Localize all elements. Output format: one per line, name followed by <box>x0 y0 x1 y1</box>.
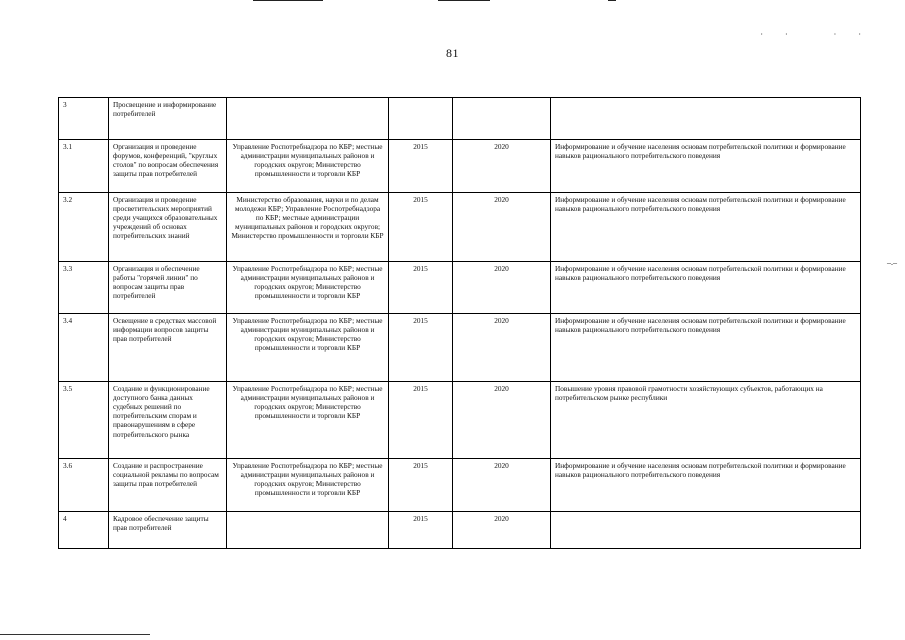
executor-cell: Управление Роспотребнадзора по КБР; местные администрации муниципальных районов и городских округов; Министерство промышленности и торговли КБР <box>227 262 389 314</box>
start-year-cell: 2015 <box>389 262 453 314</box>
expected-result-cell: Повышение уровня правовой грамотности хозяйствующих субъектов, работающих на потребительском рынке республики <box>551 382 861 459</box>
executor-cell <box>227 98 389 140</box>
start-year-cell: 2015 <box>389 459 453 512</box>
executor-cell <box>227 512 389 549</box>
end-year-cell: 2020 <box>453 512 551 549</box>
table-row <box>59 262 861 314</box>
activity-name-cell: Организация и проведение форумов, конференций, "круглых столов" по вопросам обеспечения защиты прав потребителей <box>109 140 227 193</box>
row-number-cell: 3.5 <box>59 382 109 459</box>
table-row <box>59 459 861 512</box>
start-year-cell: 2015 <box>389 512 453 549</box>
row-number-cell: 3.6 <box>59 459 109 512</box>
expected-result-cell: Информирование и обучение населения основам потребительской политики и формирование навыков рационального потребительского поведения <box>551 262 861 314</box>
row-number-cell: 4 <box>59 512 109 549</box>
activity-name-cell: Кадровое обеспечение защиты прав потребителей <box>109 512 227 549</box>
end-year-cell: 2020 <box>453 382 551 459</box>
start-year-cell: 2015 <box>389 140 453 193</box>
scan-mark-mid <box>438 0 490 1</box>
expected-result-cell: Информирование и обучение населения основам потребительской политики и формирование навыков рационального потребительского поведения <box>551 140 861 193</box>
program-activities-table <box>58 97 861 549</box>
start-year-cell: 2015 <box>389 193 453 262</box>
activity-name-cell: Создание и распространение социальной рекламы по вопросам защиты прав потребителей <box>109 459 227 512</box>
expected-result-cell <box>551 98 861 140</box>
activity-name-cell: Организация и обеспечение работы "горячей линии" по вопросам защиты прав потребителей <box>109 262 227 314</box>
start-year-cell <box>389 98 453 140</box>
table-row <box>59 512 861 549</box>
executor-cell: Управление Роспотребнадзора по КБР; местные администрации муниципальных районов и городских округов; Министерство промышленности и торговли КБР <box>227 314 389 382</box>
scan-mark-left <box>253 0 323 1</box>
end-year-cell: 2020 <box>453 193 551 262</box>
activity-name-cell: Организация и проведение просветительских мероприятий среди учащихся образовательных учреждений об основах потребительских знаний <box>109 193 227 262</box>
activity-name-cell: Освещение в средствах массовой информации вопросов защиты прав потребителей <box>109 314 227 382</box>
end-year-cell: 2020 <box>453 459 551 512</box>
table-row <box>59 193 861 262</box>
executor-cell: Министерство образования, науки и по делам молодежи КБР; Управление Роспотребнадзора по КБР; местные администрации муниципальных районов и городских округов; Министерство промышленности и торговли КБР <box>227 193 389 262</box>
bottom-rule <box>0 634 150 635</box>
page-number: 81 <box>446 46 459 60</box>
start-year-cell: 2015 <box>389 382 453 459</box>
scan-mark-right <box>608 0 616 1</box>
table-row <box>59 314 861 382</box>
table-row <box>59 98 861 140</box>
executor-cell: Управление Роспотребнадзора по КБР; местные администрации муниципальных районов и городских округов; Министерство промышленности и торговли КБР <box>227 140 389 193</box>
table-row <box>59 382 861 459</box>
expected-result-cell: Информирование и обучение населения основам потребительской политики и формирование навыков рационального потребительского поведения <box>551 314 861 382</box>
start-year-cell: 2015 <box>389 314 453 382</box>
executor-cell: Управление Роспотребнадзора по КБР; местные администрации муниципальных районов и городских округов; Министерство промышленности и торговли КБР <box>227 382 389 459</box>
activity-name-cell: Создание и функционирование доступного банка данных судебных решений по потребительским спорам и правонарушениям в сфере потребительского рынка <box>109 382 227 459</box>
end-year-cell: 2020 <box>453 314 551 382</box>
table-body <box>59 98 861 549</box>
expected-result-cell <box>551 512 861 549</box>
end-year-cell <box>453 98 551 140</box>
activity-name-cell: Просвещение и информирование потребителей <box>109 98 227 140</box>
corner-marks: ·· ·· <box>760 30 883 39</box>
executor-cell: Управление Роспотребнадзора по КБР; местные администрации муниципальных районов и городских округов; Министерство промышленности и торговли КБР <box>227 459 389 512</box>
end-year-cell: 2020 <box>453 262 551 314</box>
row-number-cell: 3.3 <box>59 262 109 314</box>
expected-result-cell: Информирование и обучение населения основам потребительской политики и формирование навыков рационального потребительского поведения <box>551 459 861 512</box>
row-number-cell: 3.2 <box>59 193 109 262</box>
margin-mark: –.– <box>887 258 897 267</box>
row-number-cell: 3.1 <box>59 140 109 193</box>
row-number-cell: 3.4 <box>59 314 109 382</box>
table-row <box>59 140 861 193</box>
row-number-cell: 3 <box>59 98 109 140</box>
end-year-cell: 2020 <box>453 140 551 193</box>
expected-result-cell: Информирование и обучение населения основам потребительской политики и формирование навыков рационального потребительского поведения <box>551 193 861 262</box>
